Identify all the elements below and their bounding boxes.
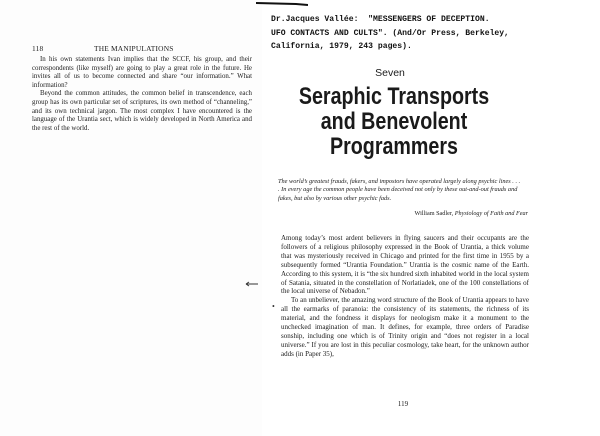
left-paragraph-1: In his own statements Ivan implies that the SCCF, his group, and their correspondents (like myself) are going to play a great role in the future. He invites all of us to become connected and share “our information.” What information? [32, 56, 252, 89]
left-body-text [32, 56, 252, 133]
pen-stroke-mark [256, 2, 308, 6]
right-paragraph-2: To an unbeliever, the amazing word structure of the Book of Urantia appears to have all the earmarks of paranoia: the consistency of its statements, the richness of its material, and the fondness it displays for neologism make it a monument to the unchecked imagination of man. It defines, for example, three orders of Paradise sonship, including one which is of Trinity origin and “does not register in a local universe.” If you are lost in this peculiar cosmology, take heart, for the unknown author adds (in Paper 35), [281, 296, 529, 358]
left-paragraph-2: Beyond the common attitudes, the common belief in transcendence, each group has its own particular set of scriptures, its own method of “channeling,” and its own technical jargon. The most complex I have encountered is the language of the Urantia sect, which is widely developed in North America and the rest of the world. [32, 90, 252, 132]
margin-arrow-mark [245, 281, 259, 287]
chapter-title-line-1: Seraphic Transports [298, 83, 490, 110]
chapter-number: Seven [375, 67, 405, 79]
right-body-text [281, 234, 529, 359]
right-paragraph-1: Among today’s most ardent believers in flying saucers and their occupants are the followers of a religious philosophy expressed in the Book of Urantia, a thick volume that was mysteriously received in Chicago and printed for the first time in 1955 by a subsequently formed “Urantia Foundation.” Urantia is the cosmic name of the Earth. According to this system, it is “the six hundred sixth inhabited world in the local system of Satania, situated in the constellation of Norlatiadek, one of the 100 constellations of the local universe of Nebadon.” [281, 234, 529, 296]
chapter-title-line-3: Programmers [330, 133, 458, 160]
attribution-book: Physiology of Faith and Fear [454, 210, 528, 217]
right-page [262, 0, 600, 436]
typed-citation-line-3: California, 1979, 243 pages). [271, 42, 412, 51]
chapter-title-line-2: and Benevolent [320, 108, 468, 135]
attribution-author: William Sadler, [414, 210, 454, 217]
left-page-number: 118 [32, 44, 44, 53]
epigraph: The world’s greatest frauds, fakers, and impostors have operated largely along psychic lines . . . . In every age the common people have been deceived not only by these out-and-out frauds and fakes, but also by various other psychic fads. [278, 178, 521, 202]
epigraph-attribution [368, 210, 528, 217]
typed-citation-line-1: Dr.Jacques Vallée: "MESSENGERS OF DECEPTION. [271, 15, 490, 24]
right-page-number: 119 [397, 400, 409, 408]
margin-dot-mark: • [272, 302, 275, 311]
running-head-title: THE MANIPULATIONS [94, 44, 174, 53]
typed-citation [271, 13, 597, 54]
chapter-title [292, 84, 495, 159]
typed-citation-line-2: UFO CONTACTS AND CULTS". (And/Or Press, Berkeley, [271, 28, 509, 38]
